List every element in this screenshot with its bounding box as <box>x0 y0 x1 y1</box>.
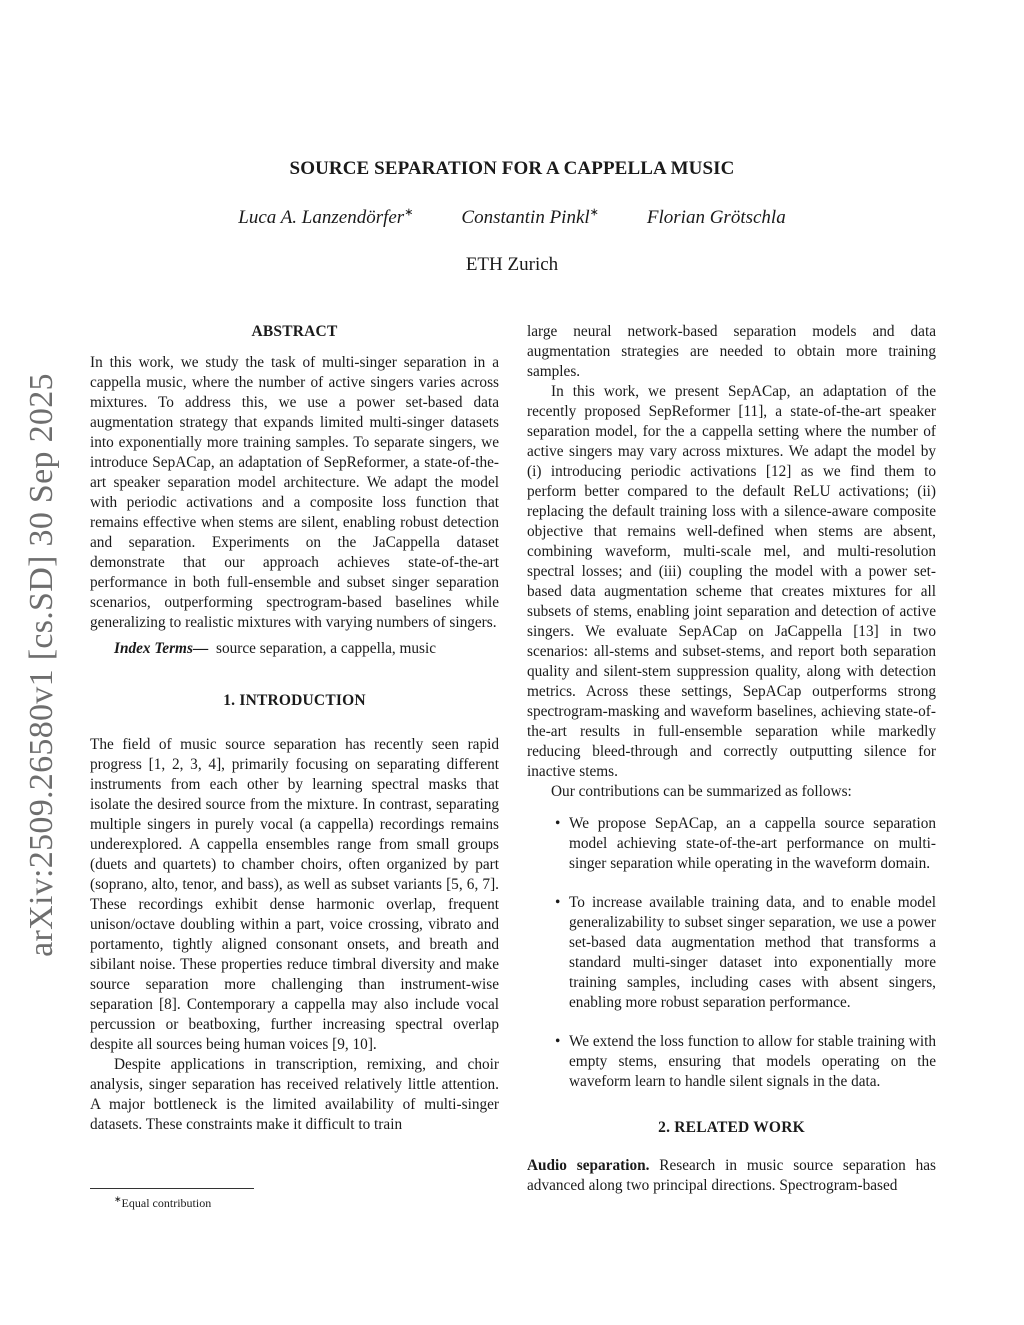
intro-paragraph: Despite applications in transcription, remixing, and choir analysis, singer separation has received relatively little attention. A major bottleneck is the limited availability of multi-singer datasets. These constraints make it difficult to train <box>90 1056 499 1133</box>
intro-paragraph: The field of music source separation has recently seen rapid progress [1, 2, 3, 4], primarily focusing on separating different instruments from each other by learning spectral masks that isolate the desired source from the mixture. In contrast, separating multiple singers in purely vocal (a cappella) recordings remains underexplored. A cappella ensembles range from small groups (duets and quartets) to chamber choirs, often organized by part (soprano, alto, tenor, and bass), as well as subset variants [5, 6, 7]. These recordings exhibit dense harmonic overlap, frequent unison/octave doubling within a part, voice crossing, vibrato and portamento, tightly aligned consonant onsets, and breath and sibilant noise. These properties reduce timbral diversity and make source separation more challenging than instrument-wise separation [8]. Contemporary a cappella may also include vocal percussion or beatboxing, further increasing spectral overlap despite all sources being human voices [9, 10]. <box>90 736 499 1053</box>
run-in-heading: Audio separation. <box>527 1157 650 1174</box>
contribution-item: • We propose SepACap, an a cappella source separation model achieving state-of-the-art performance on multi-singer separation while operating in the waveform domain. <box>527 814 936 874</box>
equal-contribution-mark: ∗ <box>589 206 599 219</box>
left-column <box>90 322 499 1135</box>
footnote-text: Equal contribution <box>121 1196 212 1210</box>
contributions-lead: Our contributions can be summarized as follows: <box>551 783 852 800</box>
right-column <box>527 322 936 1196</box>
related-work-paragraph <box>527 1156 936 1196</box>
abstract-heading: ABSTRACT <box>251 323 338 340</box>
index-terms-dash: — <box>192 640 209 657</box>
arxiv-watermark <box>0 0 60 957</box>
author <box>461 207 598 229</box>
related-work-text: Research in music source separation has advanced along two principal directions. Spectrogram-based <box>527 1157 936 1194</box>
related-work-heading: 2. RELATED WORK <box>658 1119 805 1136</box>
author <box>238 207 413 229</box>
contributions-list <box>527 814 936 1092</box>
author-name: Luca A. Lanzendörfer <box>238 207 405 228</box>
author-name: Constantin Pinkl <box>461 207 590 228</box>
paper-title: SOURCE SEPARATION FOR A CAPPELLA MUSIC <box>289 158 735 179</box>
index-terms-text: source separation, a cappella, music <box>216 640 437 657</box>
author-name: Florian Grötschla <box>646 207 786 228</box>
intro-paragraph-continued: large neural network-based separation models and data augmentation strategies are needed to obtain more training samples. <box>527 323 936 380</box>
equal-contribution-mark: ∗ <box>404 206 414 219</box>
index-terms-label: Index Terms <box>114 640 193 657</box>
footnote-rule <box>90 1188 254 1189</box>
author <box>647 207 786 229</box>
arxiv-identifier: arXiv:2509.26580v1 [cs.SD] 30 Sep 2025 <box>23 373 60 957</box>
affiliation: ETH Zurich <box>465 254 559 275</box>
footnote <box>114 1194 211 1211</box>
introduction-heading: 1. INTRODUCTION <box>223 692 366 709</box>
contribution-item: • We extend the loss function to allow for stable training with empty stems, ensuring that models operating on the waveform learn to handle silent signals in the data. <box>527 1032 936 1092</box>
index-terms <box>90 639 499 659</box>
abstract-text: In this work, we study the task of multi-singer separation in a cappella music, where the number of active singers varies across mixtures. To address this, we use a power set-based data augmentation strategy that expands limited multi-singer datasets into exponentially more training samples. To separate singers, we introduce SepACap, an adaptation of SepReformer, a state-of-the-art speaker separation model architecture. We adapt the model with periodic activations and a composite loss function that remains effective when stems are silent, enabling robust detection and separation. Experiments on the JaCappella dataset demonstrate that our approach achieves state-of-the-art performance in both full-ensemble and subset singer separation scenarios, outperforming spectrogram-based baselines while generalizing to realistic mixtures with varying numbers of singers. <box>90 354 499 631</box>
footnote-mark: ∗ <box>114 1194 122 1204</box>
author-list <box>0 207 1024 229</box>
contribution-item: • To increase available training data, and to enable model generalizability to subset singer separation, we use a power set-based data augmentation method that transforms a standard multi-singer dataset into exponentially more training samples, including cases with absent singers, enabling more robust separation performance. <box>527 893 936 1013</box>
intro-paragraph: In this work, we present SepACap, an adaptation of the recently proposed SepReformer [11], a state-of-the-art speaker separation model, for the a cappella setting where the number of active singers may vary across mixtures. We adapt the model by (i) introducing periodic activations [12] as we find them to perform better compared to the default ReLU activations; (ii) replacing the default training loss with a silence-aware composite objective that remains well-defined when stems are absent, combining waveform, multi-scale mel, and multi-resolution spectral losses; and (iii) coupling the model with a power set-based data augmentation scheme that creates mixtures for all subsets of stems, enabling joint separation and detection of active singers. We evaluate SepACap on JaCappella [13] in two scenarios: all-stems and subset-stems, and report both separation quality and silent-stem suppression quality, along with detection metrics. Across these settings, SepACap outperforms strong spectrogram-masking and waveform baselines, achieving state-of-the-art results in full-ensemble separation while markedly reducing bleed-through and correctly outputting silence for inactive stems. <box>527 383 936 780</box>
